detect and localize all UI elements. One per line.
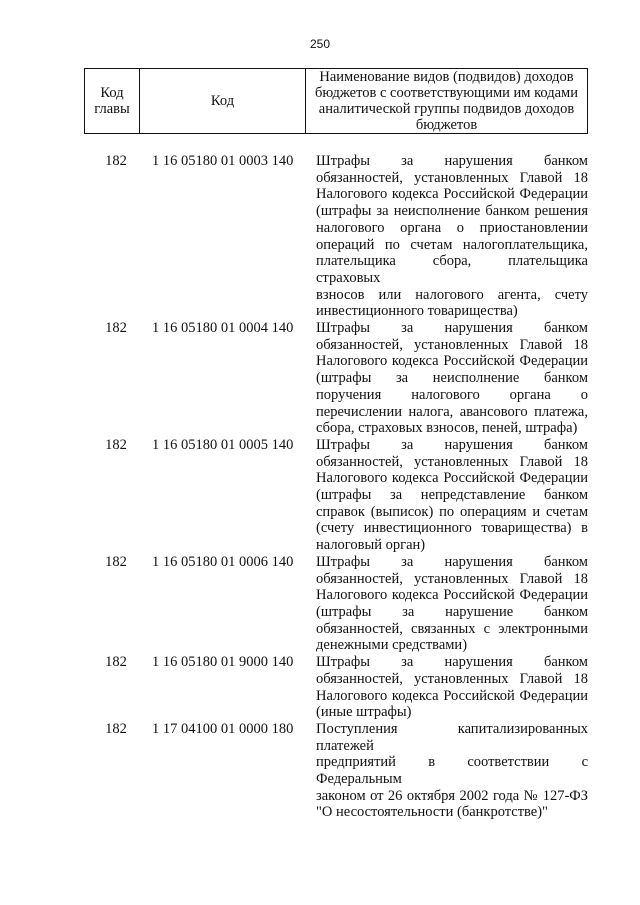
header-name: Наименование видов (подвидов) доходов бюджетов с соответствующими им кодами аналитической группы подвидов доходов бюджетов <box>315 69 578 133</box>
revenue-code: 1 17 04100 01 0000 180 <box>152 720 294 737</box>
chapter-code: 182 <box>105 436 127 453</box>
description-line: (штрафы за неисполнение банком <box>316 370 588 387</box>
description-line: сбора, страховых взносов, пеней, штрафа) <box>316 420 578 437</box>
table-row <box>84 554 588 654</box>
description-line: Штрафы за нарушения банком <box>316 553 588 570</box>
description-line: предприятий в соответствии с Федеральным <box>316 754 588 788</box>
description-line: Штрафы за нарушения банком <box>316 320 588 337</box>
revenue-code: 1 16 05180 01 0003 140 <box>152 153 294 169</box>
description-line: обязанностей, установленных Главой 18 <box>316 670 588 687</box>
description-line: Штрафы за нарушения банком <box>316 153 588 169</box>
revenue-description <box>316 721 588 821</box>
description-line: поручения налогового органа о <box>316 386 588 403</box>
table-row <box>84 320 588 437</box>
revenue-code: 1 16 05180 01 0004 140 <box>152 320 294 337</box>
revenue-description <box>316 320 588 437</box>
description-line: плательщика сбора, плательщика страховых <box>316 253 588 286</box>
description-line: обязанностей, установленных Главой 18 <box>316 336 588 353</box>
description-line: Штрафы за нарушения банком <box>316 436 588 453</box>
revenue-code: 1 16 05180 01 0005 140 <box>152 436 294 453</box>
table-header <box>84 68 588 134</box>
chapter-code: 182 <box>105 553 127 570</box>
description-line: Штрафы за нарушения банком <box>316 654 588 671</box>
description-line: обязанностей, установленных Главой 18 <box>316 570 588 587</box>
page-number: 250 <box>309 37 331 51</box>
revenue-code: 1 16 05180 01 0006 140 <box>152 553 294 570</box>
revenue-code: 1 16 05180 01 9000 140 <box>152 654 294 671</box>
description-line: налогового органа о приостановлении <box>316 219 588 236</box>
description-line: инвестиционного товарищества) <box>316 303 518 320</box>
description-line: перечислении налога, авансового платежа, <box>316 403 588 420</box>
revenue-description <box>316 437 588 554</box>
description-line: Налогового кодекса Российской Федерации <box>316 587 588 604</box>
description-line: налоговый орган) <box>316 537 426 554</box>
description-line: Налогового кодекса Российской Федерации <box>316 186 588 203</box>
header-code: Код <box>140 69 306 133</box>
description-line: справок (выписок) по операциям и счетам <box>316 503 588 520</box>
description-line: взносов или налогового агента, счету <box>316 286 588 303</box>
chapter-code: 182 <box>105 320 127 337</box>
description-line: Налогового кодекса Российской Федерации <box>316 470 588 487</box>
table-row <box>84 654 588 721</box>
description-line: (штрафы за нарушение банком <box>316 603 588 620</box>
description-line: обязанностей, установленных Главой 18 <box>316 453 588 470</box>
header-chapter-code: Код главы <box>85 69 140 133</box>
description-line: денежными средствами) <box>316 637 468 654</box>
description-line: Налогового кодекса Российской Федерации <box>316 687 588 704</box>
table-row <box>84 437 588 554</box>
table-row <box>84 721 588 821</box>
description-line: (штрафы за неисполнение банком решения <box>316 203 588 220</box>
table-body <box>84 153 588 821</box>
description-line: Налогового кодекса Российской Федерации <box>316 353 588 370</box>
description-line: (штрафы за непредставление банком <box>316 487 588 504</box>
description-line: обязанностей, установленных Главой 18 <box>316 169 588 186</box>
chapter-code: 182 <box>105 153 127 169</box>
description-line: Поступления капитализированных платежей <box>316 720 588 754</box>
description-line: законом от 26 октября 2002 года № 127-ФЗ <box>316 787 588 804</box>
description-line: "О несостоятельности (банкротстве)" <box>316 804 548 821</box>
description-line: (иные штрафы) <box>316 704 412 721</box>
revenue-description <box>316 153 588 320</box>
chapter-code: 182 <box>105 720 127 737</box>
chapter-code: 182 <box>105 654 127 671</box>
table-row <box>84 153 588 320</box>
revenue-description <box>316 654 588 721</box>
description-line: операций по счетам налогоплательщика, <box>316 236 588 253</box>
description-line: обязанностей, связанных с электронными <box>316 620 588 637</box>
revenue-description <box>316 554 588 654</box>
description-line: (счету инвестиционного товарищества) в <box>316 520 588 537</box>
